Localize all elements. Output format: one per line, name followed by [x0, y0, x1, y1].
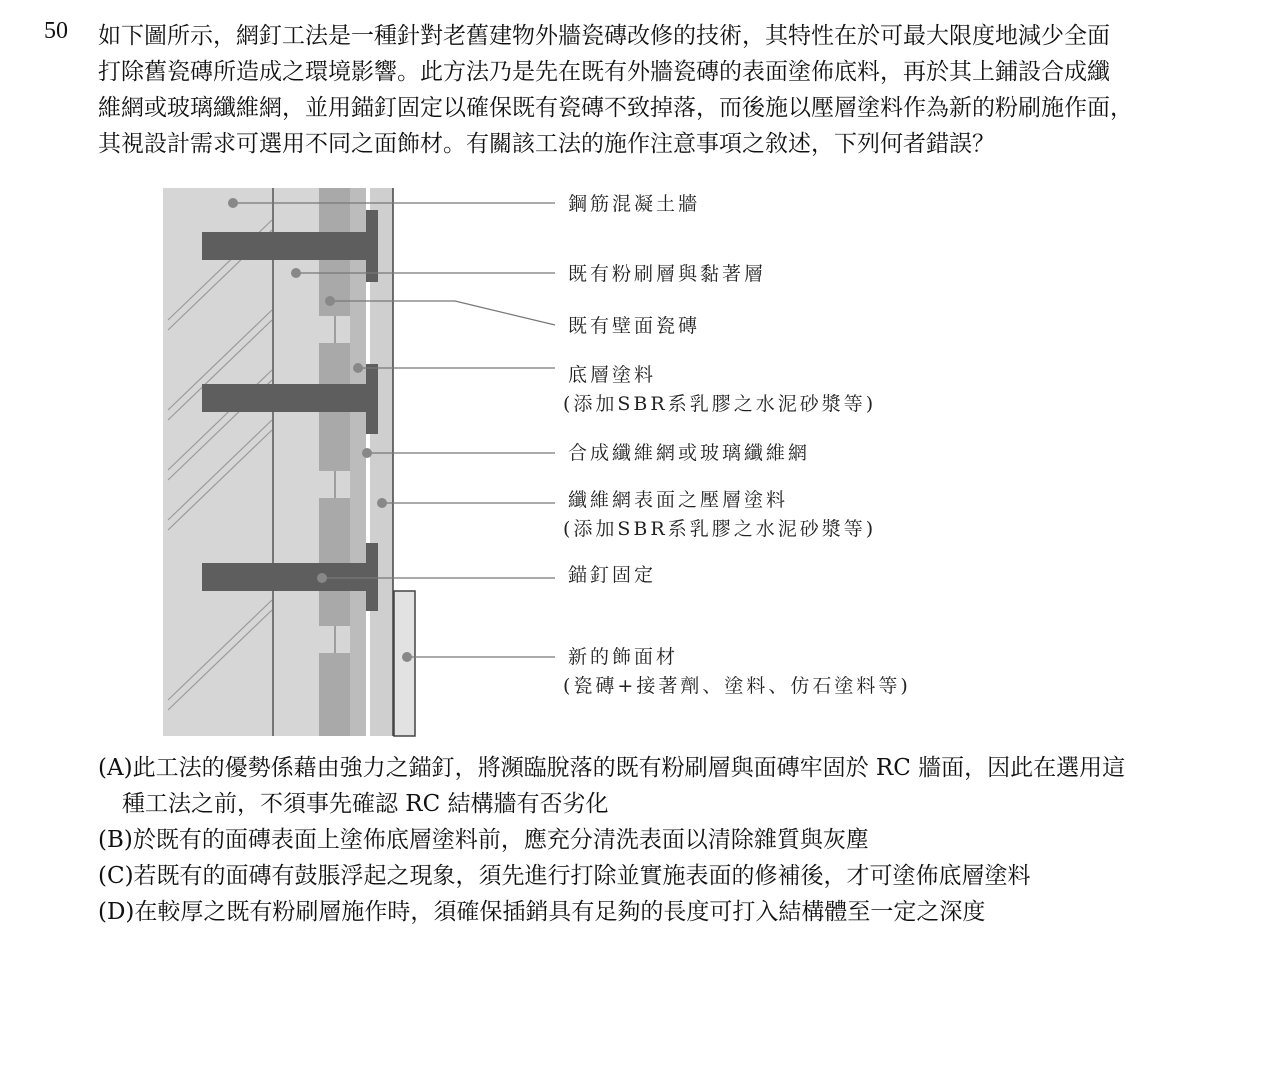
option-letter: (A) [98, 755, 133, 781]
label-fiber-mesh: 合成纖維網或玻璃纖維網 [568, 442, 811, 464]
stem-line: 其視設計需求可選用不同之面飾材。有關該工法的施作注意事項之敘述，下列何者錯誤？ [98, 131, 995, 157]
label-new-finish-note: (瓷磚+接著劑、塗料、仿石塗料等) [563, 675, 911, 697]
option-text: 若既有的面磚有鼓脹浮起之現象，須先進行打除並實施表面的修補後，才可塗佈底層塗料 [133, 863, 1031, 889]
option-text: 此工法的優勢係藉由強力之錨釘，將瀕臨脫落的既有粉刷層與面磚牢固於 RC 牆面，因此在選用這 [132, 755, 1126, 781]
option-a-continued [98, 786, 1248, 822]
stem-line: 打除舊瓷磚所造成之環境影響。此方法乃是先在既有外牆瓷磚的表面塗佈底料，再於其上鋪設合成纖 [98, 59, 1110, 85]
question-number: 50 [44, 18, 68, 44]
label-primer-note: (添加SBR系乳膠之水泥砂漿等) [563, 393, 877, 415]
new-finish [394, 591, 415, 736]
option-text: 種工法之前，不須事先確認 RC 結構牆有否劣化 [122, 791, 609, 817]
existing-tiles [319, 188, 350, 736]
label-new-finish: 新的飾面材 [568, 646, 679, 668]
label-existing-tile: 既有壁面瓷磚 [568, 315, 701, 337]
label-rc-wall: 鋼筋混凝土牆 [568, 193, 701, 215]
option-c[interactable] [98, 858, 1248, 894]
label-anchor: 錨釘固定 [568, 564, 657, 586]
label-plaster-adhesive: 既有粉刷層與黏著層 [568, 263, 767, 285]
option-b[interactable] [98, 822, 1248, 858]
stem-line: 維網或玻璃纖維網，並用錨釘固定以確保既有瓷磚不致掉落，而後施以壓層塗料作為新的粉刷施作面， [98, 95, 1133, 121]
concrete-wall [163, 188, 273, 736]
stem-line: 如下圖所示，網釘工法是一種針對老舊建物外牆瓷磚改修的技術，其特性在於可最大限度地減少全面 [98, 23, 1110, 49]
option-letter: (B) [98, 827, 133, 853]
option-text: 在較厚之既有粉刷層施作時，須確保插銷具有足夠的長度可打入結構體至一定之深度 [134, 899, 986, 925]
label-topcoat-note: (添加SBR系乳膠之水泥砂漿等) [563, 518, 877, 540]
answer-options [98, 750, 1248, 930]
option-letter: (D) [98, 899, 135, 925]
option-text: 於既有的面磚表面上塗佈底層塗料前，應充分清洗表面以清除雜質與灰塵 [132, 827, 869, 853]
option-letter: (C) [98, 863, 134, 889]
label-topcoat: 纖維網表面之壓層塗料 [568, 489, 789, 511]
primer-layer [350, 188, 366, 736]
option-a[interactable] [98, 750, 1248, 786]
label-primer: 底層塗料 [568, 364, 657, 386]
option-d[interactable] [98, 894, 1248, 930]
